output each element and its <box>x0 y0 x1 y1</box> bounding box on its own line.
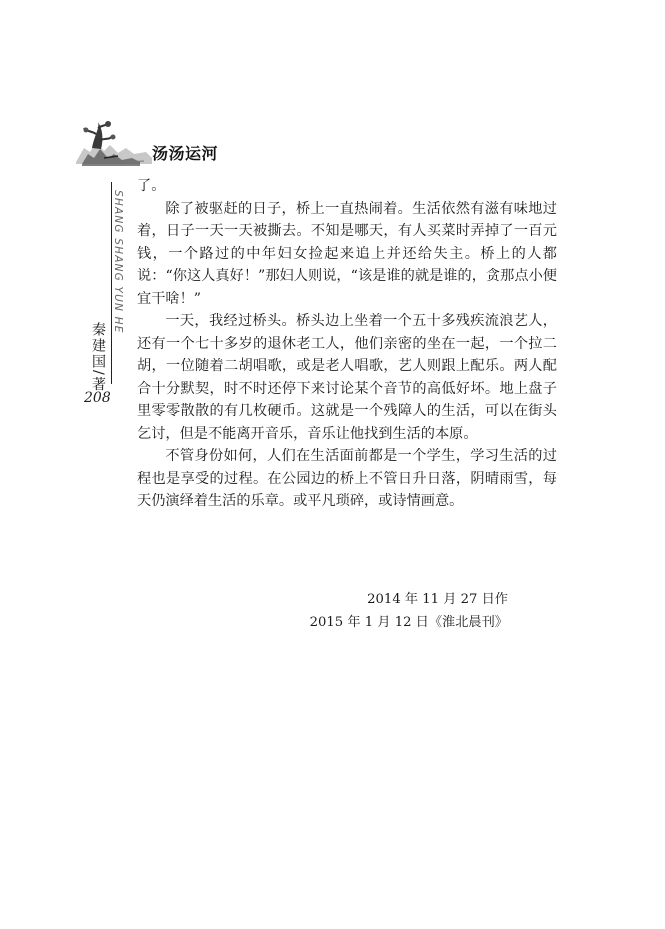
author-credit: 秦建国/著 <box>90 322 106 393</box>
paragraph: 除了被驱赶的日子，桥上一直热闹着。生活依然有滋有味地过着，日子一天一天被撕去。不知是哪天，有人买菜时弄掉了一百元钱，一个路过的中年妇女捡起来追上并还给失主。桥上的人都说：“你这人真好！”那妇人则说，“该是谁的就是谁的，贪那点小便宜干啥！” <box>137 200 557 307</box>
paragraph: 了。 <box>137 178 166 194</box>
paragraph: 不管身份如何，人们在生活面前都是一个学生，学习生活的过程也是享受的过程。在公园边的桥上不管日升日落，阴晴雨雪，每天仍演绎着生活的乐章。或平凡琐碎，或诗情画意。 <box>137 448 557 509</box>
page-number: 208 <box>84 390 111 406</box>
publication-info: 2015 年 1 月 12 日《淮北晨刊》 <box>309 615 508 630</box>
article-body <box>137 175 557 513</box>
ink-landscape-icon <box>74 118 154 168</box>
book-title: 汤汤运河 <box>152 144 219 163</box>
date-written: 2014 年 11 月 27 日作 <box>367 592 508 607</box>
english-title: SHANG SHANG YUN HE <box>112 190 124 334</box>
paragraph: 一天，我经过桥头。桥头边上坐着一个五十多残疾流浪艺人，还有一个七十多岁的退休老工人，他们亲密的坐在一起，一个拉二胡，一位随着二胡唱歌，或是老人唱歌，艺人则跟上配乐。两人配合十分默契，时不时还停下来讨论某个音节的高低好坏。地上盘子里零零散散的有几枚硬币。这就是一个残障人的生活，可以在街头乞讨，但是不能离开音乐，音乐让他找到生活的本原。 <box>137 313 557 442</box>
